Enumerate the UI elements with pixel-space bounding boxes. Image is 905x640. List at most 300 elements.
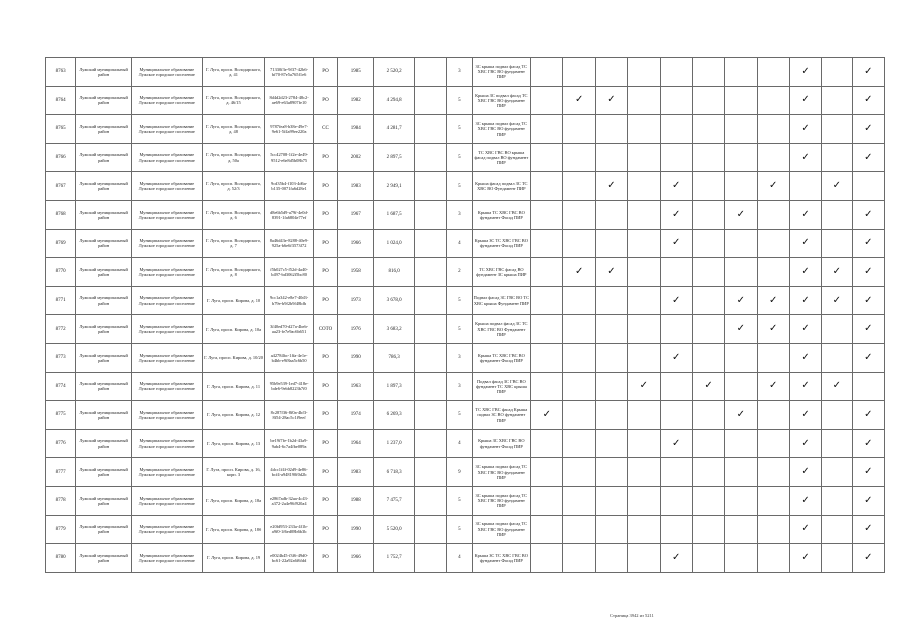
checkmark-icon: ✓ <box>832 294 842 306</box>
check-cell <box>531 200 563 229</box>
check-cell <box>563 515 595 544</box>
check-cell <box>725 200 757 229</box>
checkmark-icon: ✓ <box>704 380 713 392</box>
check-cell <box>595 229 627 258</box>
check-cell <box>563 343 595 372</box>
check-cell <box>822 115 852 144</box>
checkmark-icon: ✓ <box>801 351 810 363</box>
row-number: 8765 <box>46 115 76 144</box>
check-cell <box>531 58 563 87</box>
guid-cell: 8a46d43e-8288-40e9-925a-b6e6f3573f72 <box>265 229 314 258</box>
check-cell <box>757 486 789 515</box>
checkmark-icon: ✓ <box>736 323 746 335</box>
check-cell <box>725 258 757 287</box>
guid-cell: 8c287f36-8f0a-4bf3-8f54-28ac5c1f9eef <box>265 401 314 430</box>
check-cell <box>563 315 595 344</box>
year-cell: 2002 <box>338 143 374 172</box>
units-cell: 4 <box>447 544 472 573</box>
check-cell <box>757 315 789 344</box>
page-footer: Страница 3942 из 5211 <box>610 613 654 618</box>
year-cell: 1984 <box>338 115 374 144</box>
check-cell <box>757 172 789 201</box>
check-cell <box>725 372 757 401</box>
check-cell <box>757 401 789 430</box>
type-cell: РО <box>313 544 337 573</box>
check-cell <box>789 343 821 372</box>
check-cell <box>692 143 724 172</box>
check-cell <box>563 58 595 87</box>
check-cell <box>628 429 660 458</box>
check-cell <box>692 258 724 287</box>
check-cell <box>789 58 821 87</box>
address-cell: Г. Луга, просп. Володарского, д. 8 <box>202 258 265 287</box>
check-cell <box>595 86 627 115</box>
guid-cell: a42784bc-1ffa-4e1e-b4bb-e9f8aa5c6b50 <box>265 343 314 372</box>
works-cell: ЗС крыша подвал фасад ТС ХВС ГВС ВО фундамент ПИР <box>472 515 531 544</box>
check-cell <box>852 372 884 401</box>
check-cell <box>660 544 692 573</box>
row-number: 8768 <box>46 200 76 229</box>
table-row <box>46 343 885 372</box>
district-cell: Лужский муниципальный район <box>76 515 132 544</box>
check-cell <box>789 286 821 315</box>
check-cell <box>628 458 660 487</box>
address-cell: Г. Луга, просп. Кирова, д. 12 <box>202 401 265 430</box>
check-cell <box>852 258 884 287</box>
check-cell <box>757 286 789 315</box>
works-cell: ЗС крыша подвал фасад ТС ХВС ГВС ВО фундамент ПИР <box>472 458 531 487</box>
check-cell <box>660 401 692 430</box>
check-cell <box>789 458 821 487</box>
check-cell <box>563 401 595 430</box>
check-cell <box>852 315 884 344</box>
check-cell <box>531 458 563 487</box>
check-cell <box>852 86 884 115</box>
year-cell: 1966 <box>338 544 374 573</box>
year-cell: 1983 <box>338 172 374 201</box>
check-cell <box>757 258 789 287</box>
check-cell <box>531 115 563 144</box>
guid-cell: 5cc42708-1f2e-4e49-9512-e6e8d5b08b75 <box>265 143 314 172</box>
checkmark-icon: ✓ <box>769 380 778 392</box>
settlement-cell: Муниципальное образование Лужское городское поселение <box>131 315 202 344</box>
row-number: 8775 <box>46 401 76 430</box>
settlement-cell: Муниципальное образование Лужское городское поселение <box>131 200 202 229</box>
guid-cell: 4dcc1f4f-02d9-4e86-bcf4-a948190f0d2b <box>265 458 314 487</box>
checkmark-icon: ✓ <box>801 523 810 535</box>
check-cell <box>660 115 692 144</box>
checkmark-icon: ✓ <box>801 237 810 249</box>
check-cell <box>757 143 789 172</box>
check-cell <box>852 343 884 372</box>
settlement-cell: Муниципальное образование Лужское городское поселение <box>131 515 202 544</box>
area-cell: 3 678,0 <box>374 286 414 315</box>
check-cell <box>789 315 821 344</box>
area-cell: 2 949,1 <box>374 172 414 201</box>
check-cell <box>725 429 757 458</box>
works-cell: Крыша ЗС подвал фасад ТС ХВС ГВС ВО фундамент ПИР <box>472 86 531 115</box>
checkmark-icon: ✓ <box>864 523 873 535</box>
settlement-cell: Муниципальное образование Лужское городское поселение <box>131 58 202 87</box>
check-cell <box>725 544 757 573</box>
address-cell: Г. Луга, просп. Кирова, д. 10а <box>202 315 265 344</box>
checkmark-icon: ✓ <box>864 208 873 220</box>
check-cell <box>789 515 821 544</box>
year-cell: 1983 <box>338 458 374 487</box>
guid-cell: e20fd953-233a-4f1b-a9f0-1f6ed08b6b3b <box>265 515 314 544</box>
check-cell <box>822 372 852 401</box>
check-cell <box>852 172 884 201</box>
check-cell <box>628 115 660 144</box>
district-cell: Лужский муниципальный район <box>76 315 132 344</box>
district-cell: Лужский муниципальный район <box>76 343 132 372</box>
checkmark-icon: ✓ <box>671 551 681 563</box>
check-cell <box>563 172 595 201</box>
check-cell <box>789 200 821 229</box>
settlement-cell: Муниципальное образование Лужское городское поселение <box>131 372 202 401</box>
check-cell <box>692 58 724 87</box>
guid-cell: e0024b45-f3f6-49d0-bc61-22a92a6f6fdd <box>265 544 314 573</box>
check-cell <box>531 515 563 544</box>
row-number: 8777 <box>46 458 76 487</box>
area-cell: 7 475,7 <box>374 486 414 515</box>
units-cell: 3 <box>447 372 472 401</box>
checkmark-icon: ✓ <box>607 265 616 277</box>
check-cell <box>822 401 852 430</box>
type-cell: СОТО <box>313 315 337 344</box>
check-cell <box>822 315 852 344</box>
district-cell: Лужский муниципальный район <box>76 429 132 458</box>
check-cell <box>563 486 595 515</box>
check-cell <box>563 258 595 287</box>
blank-cell <box>414 86 446 115</box>
year-cell: 1966 <box>338 229 374 258</box>
works-cell: Крыша ЗС ТС ХВС ГВС ВО фундамент Фасад ПИР <box>472 229 531 258</box>
settlement-cell: Муниципальное образование Лужское городское поселение <box>131 229 202 258</box>
area-cell: 1 897,3 <box>374 372 414 401</box>
guid-cell: 95b9e539-1ed7-418e-bde6-9ebb8223b7f0 <box>265 372 314 401</box>
type-cell: РО <box>313 458 337 487</box>
check-cell <box>789 115 821 144</box>
check-cell <box>628 315 660 344</box>
table-row <box>46 229 885 258</box>
type-cell: РО <box>313 200 337 229</box>
check-cell <box>563 544 595 573</box>
blank-cell <box>414 172 446 201</box>
check-cell <box>531 544 563 573</box>
check-cell <box>725 343 757 372</box>
district-cell: Лужский муниципальный район <box>76 86 132 115</box>
check-cell <box>660 86 692 115</box>
check-cell <box>725 58 757 87</box>
checkmark-icon: ✓ <box>864 437 873 449</box>
check-cell <box>563 286 595 315</box>
check-cell <box>660 143 692 172</box>
row-number: 8767 <box>46 172 76 201</box>
checkmark-icon: ✓ <box>864 151 873 163</box>
settlement-cell: Муниципальное образование Лужское городское поселение <box>131 258 202 287</box>
check-cell <box>725 115 757 144</box>
check-cell <box>628 172 660 201</box>
guid-cell: 3f40ed70-d27a-4beb-aa23-fe7e9ac6b651 <box>265 315 314 344</box>
check-cell <box>822 343 852 372</box>
works-cell: Крыша ЗС ТС ХВС ГВС ВО фундамент Фасад ПИР <box>472 544 531 573</box>
check-cell <box>692 544 724 573</box>
year-cell: 1990 <box>338 515 374 544</box>
check-cell <box>757 115 789 144</box>
check-cell <box>789 486 821 515</box>
guid-cell: 9cd35b4-f103-4d6a-b135-0071fa6d28e1 <box>265 172 314 201</box>
check-cell <box>822 58 852 87</box>
works-cell: Крыша подвал фасад ЗС ТС ХВС ГВС ВО Фундамент ПИР <box>472 315 531 344</box>
check-cell <box>822 86 852 115</box>
check-cell <box>692 343 724 372</box>
check-cell <box>789 544 821 573</box>
address-cell: Г. Луга, просп. Володарского, д. 7 <box>202 229 265 258</box>
blank-cell <box>414 343 446 372</box>
district-cell: Лужский муниципальный район <box>76 458 132 487</box>
year-cell: 1967 <box>338 200 374 229</box>
check-cell <box>563 429 595 458</box>
district-cell: Лужский муниципальный район <box>76 258 132 287</box>
type-cell: РО <box>313 258 337 287</box>
check-cell <box>757 458 789 487</box>
address-cell: Г. Луга, просп. Володарского, д. 52/3 <box>202 172 265 201</box>
check-cell <box>725 229 757 258</box>
check-cell <box>595 343 627 372</box>
check-cell <box>725 172 757 201</box>
blank-cell <box>414 315 446 344</box>
checkmark-icon: ✓ <box>864 494 873 506</box>
table-body <box>46 58 885 573</box>
checkmark-icon: ✓ <box>671 351 681 363</box>
checkmark-icon: ✓ <box>801 122 810 134</box>
check-cell <box>692 315 724 344</box>
check-cell <box>789 258 821 287</box>
check-cell <box>692 229 724 258</box>
table-row <box>46 458 885 487</box>
settlement-cell: Муниципальное образование Лужское городское поселение <box>131 115 202 144</box>
year-cell: 1985 <box>338 58 374 87</box>
checkmark-icon: ✓ <box>801 466 810 478</box>
check-cell <box>595 58 627 87</box>
check-cell <box>628 200 660 229</box>
blank-cell <box>414 544 446 573</box>
settlement-cell: Муниципальное образование Лужское городское поселение <box>131 486 202 515</box>
check-cell <box>660 258 692 287</box>
checkmark-icon: ✓ <box>671 437 681 449</box>
address-cell: Г. Луга, просп. Володарского, д. 46/15 <box>202 86 265 115</box>
check-cell <box>628 86 660 115</box>
check-cell <box>660 286 692 315</box>
check-cell <box>822 229 852 258</box>
units-cell: 3 <box>447 200 472 229</box>
year-cell: 1982 <box>338 86 374 115</box>
check-cell <box>852 58 884 87</box>
check-cell <box>822 258 852 287</box>
check-cell <box>822 286 852 315</box>
works-cell: Крыша ЗС ХВС ГВС ВО фундамент Фасад ПИР <box>472 429 531 458</box>
checkmark-icon: ✓ <box>671 294 681 306</box>
guid-cell: d8e6b5d9-a79f-4e0d-8391-1fa6804e77ef <box>265 200 314 229</box>
units-cell: 5 <box>447 143 472 172</box>
year-cell: 1990 <box>338 343 374 372</box>
check-cell <box>822 458 852 487</box>
area-cell: 2 520,2 <box>374 58 414 87</box>
year-cell: 1973 <box>338 286 374 315</box>
check-cell <box>757 86 789 115</box>
check-cell <box>822 429 852 458</box>
checkmark-icon: ✓ <box>801 65 810 77</box>
check-cell <box>660 200 692 229</box>
checkmark-icon: ✓ <box>864 265 873 277</box>
guid-cell: 9787fea8-b38e-49e7-9e61-5f4a99ee220a <box>265 115 314 144</box>
district-cell: Лужский муниципальный район <box>76 229 132 258</box>
type-cell: РО <box>313 429 337 458</box>
area-cell: 3 683,2 <box>374 315 414 344</box>
check-cell <box>595 200 627 229</box>
area-cell: 786,3 <box>374 343 414 372</box>
check-cell <box>692 401 724 430</box>
checkmark-icon: ✓ <box>864 408 873 420</box>
address-cell: Г. Луга, просп. Володарского, д. 41 <box>202 58 265 87</box>
district-cell: Лужский муниципальный район <box>76 172 132 201</box>
row-number: 8771 <box>46 286 76 315</box>
check-cell <box>725 515 757 544</box>
check-cell <box>789 429 821 458</box>
checkmark-icon: ✓ <box>801 408 810 420</box>
blank-cell <box>414 200 446 229</box>
check-cell <box>531 229 563 258</box>
settlement-cell: Муниципальное образование Лужское городское поселение <box>131 544 202 573</box>
check-cell <box>595 143 627 172</box>
year-cell: 1988 <box>338 486 374 515</box>
check-cell <box>692 372 724 401</box>
check-cell <box>628 486 660 515</box>
check-cell <box>660 372 692 401</box>
check-cell <box>852 229 884 258</box>
address-cell: Г. Луга, просп. Володарского, д. 6 <box>202 200 265 229</box>
check-cell <box>563 143 595 172</box>
works-cell: ЗС крыша подвал фасад ТС ХВС ГВС ВО фундамент ПИР <box>472 115 531 144</box>
units-cell: 5 <box>447 86 472 115</box>
units-cell: 4 <box>447 229 472 258</box>
blank-cell <box>414 143 446 172</box>
check-cell <box>852 115 884 144</box>
guid-cell: f5b027c5-f52d-4a40-b497-bd3062f5bc80 <box>265 258 314 287</box>
check-cell <box>692 172 724 201</box>
type-cell: РО <box>313 401 337 430</box>
blank-cell <box>414 515 446 544</box>
address-cell: Г. Луга, просп. Кирова, д. 19 <box>202 544 265 573</box>
check-cell <box>595 515 627 544</box>
row-number: 8773 <box>46 343 76 372</box>
checkmark-icon: ✓ <box>736 408 746 420</box>
check-cell <box>852 286 884 315</box>
checkmark-icon: ✓ <box>574 94 584 106</box>
check-cell <box>757 58 789 87</box>
units-cell: 5 <box>447 115 472 144</box>
works-cell: Подвал фасад ЗС ГВС ВО фундамент ТС ХВС крыша ПИР <box>472 372 531 401</box>
check-cell <box>725 401 757 430</box>
type-cell: РО <box>313 58 337 87</box>
check-cell <box>660 458 692 487</box>
row-number: 8772 <box>46 315 76 344</box>
blank-cell <box>414 486 446 515</box>
checkmark-icon: ✓ <box>864 65 873 77</box>
area-cell: 4 281,7 <box>374 115 414 144</box>
row-number: 8780 <box>46 544 76 573</box>
year-cell: 1976 <box>338 315 374 344</box>
checkmark-icon: ✓ <box>864 94 873 106</box>
year-cell: 1958 <box>338 258 374 287</box>
check-cell <box>852 458 884 487</box>
check-cell <box>628 58 660 87</box>
check-cell <box>595 458 627 487</box>
checkmark-icon: ✓ <box>832 180 842 192</box>
check-cell <box>563 86 595 115</box>
district-cell: Лужский муниципальный район <box>76 200 132 229</box>
blank-cell <box>414 115 446 144</box>
check-cell <box>531 372 563 401</box>
check-cell <box>595 115 627 144</box>
units-cell: 5 <box>447 486 472 515</box>
units-cell: 5 <box>447 515 472 544</box>
check-cell <box>595 258 627 287</box>
check-cell <box>660 515 692 544</box>
district-cell: Лужский муниципальный район <box>76 401 132 430</box>
area-cell: 2 897,5 <box>374 143 414 172</box>
checkmark-icon: ✓ <box>769 323 778 335</box>
check-cell <box>852 544 884 573</box>
blank-cell <box>414 286 446 315</box>
check-cell <box>789 172 821 201</box>
check-cell <box>757 200 789 229</box>
area-cell: 1 024,0 <box>374 229 414 258</box>
blank-cell <box>414 58 446 87</box>
address-cell: Г. Луга, просп. Кирова, д. 10/20 <box>202 343 265 372</box>
row-number: 8779 <box>46 515 76 544</box>
settlement-cell: Муниципальное образование Лужское городское поселение <box>131 401 202 430</box>
row-number: 8778 <box>46 486 76 515</box>
check-cell <box>531 258 563 287</box>
units-cell: 3 <box>447 58 472 87</box>
check-cell <box>660 58 692 87</box>
guid-cell: e2867adb-32aa-4c43-a372-2a4e96f920a4 <box>265 486 314 515</box>
check-cell <box>531 143 563 172</box>
check-cell <box>660 315 692 344</box>
check-cell <box>563 200 595 229</box>
check-cell <box>628 286 660 315</box>
check-cell <box>822 143 852 172</box>
checkmark-icon: ✓ <box>864 551 873 563</box>
check-cell <box>757 544 789 573</box>
table-row <box>46 401 885 430</box>
table-row <box>46 315 885 344</box>
blank-cell <box>414 401 446 430</box>
checkmark-icon: ✓ <box>801 437 810 449</box>
check-cell <box>531 343 563 372</box>
address-cell: Г. Луга, просп. Кирова, д. 10 <box>202 286 265 315</box>
check-cell <box>757 343 789 372</box>
check-cell <box>531 429 563 458</box>
address-cell: Г. Луга, просп. Кирова, д. 16, корп. 3 <box>202 458 265 487</box>
check-cell <box>725 458 757 487</box>
year-cell: 1964 <box>338 429 374 458</box>
checkmark-icon: ✓ <box>542 408 551 420</box>
check-cell <box>628 258 660 287</box>
table-row <box>46 544 885 573</box>
